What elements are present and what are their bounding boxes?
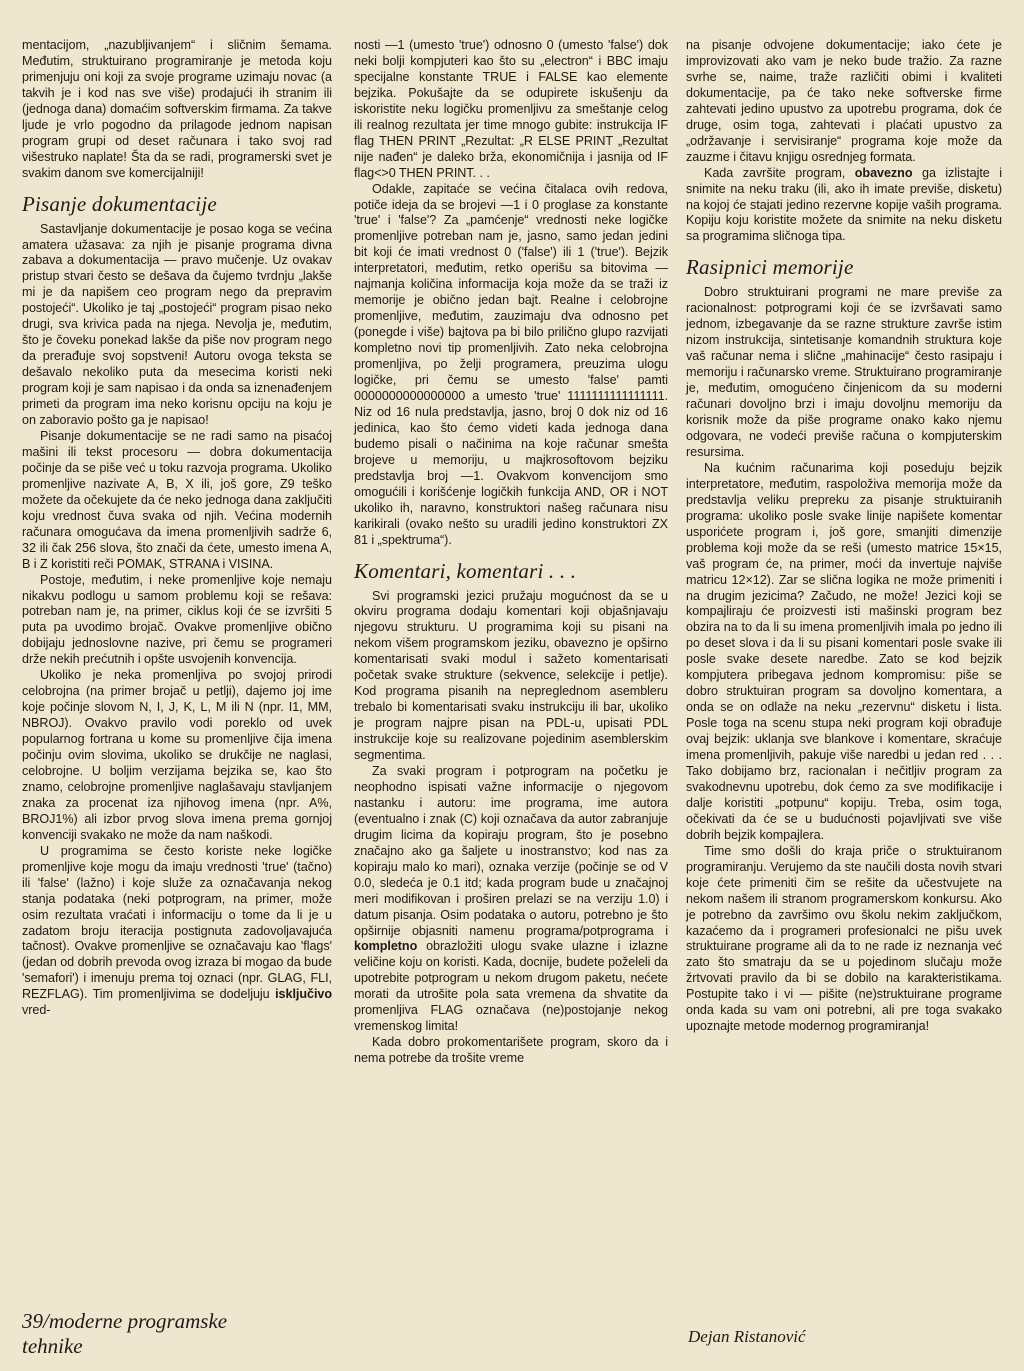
text-run: Za svaki program i potprogram na početku je neophodno ispisati važne informacije o njegovom nastanku i autoru: ime programa, ime autora (eventualno i znak (C) koji označava da autor zabranjuje drugim licima da kopiraju program, što je posebno značajno ako ga šaljete u inostranstvo; kod nas za kopiraju malo ko mari), oznaka verzije (počinje se od V 0.0, sledeća je 0.1 itd; kada program bude u značajnoj meri modifikovan i proširen prelazi se na verziju 1.0) i datum pisanja. Osim podataka o autoru, potrebno je što opširnije objasniti namenu programa/potprograma i bbox=[354, 763, 668, 938]
text-run: Kada završite program, bbox=[704, 165, 846, 180]
column-1 bbox=[22, 38, 332, 1019]
bold-text: kompletno bbox=[354, 939, 418, 954]
paragraph bbox=[354, 764, 668, 1035]
text-run: obrazložiti ulogu svake ulazne i izlazne veličine koju on koristi. Kada, docnije, budete poželeli da upotrebite potprogram u nekom drugom paketu, nećete morati da utrošite pola sata vremena da shvatite da promenljiva FLAG označava (ne)postojanje nekog vremenskog limita! bbox=[354, 939, 669, 1034]
text-run: U programima se često koriste neke logičke promenljive koje mogu da imaju vrednosti 'true' (tačno) ili 'false' (lažno) i koje služe za označavanja nekog stanja podataka (neki potprogram, na primer, može osim rezultata vraćati i informaciju o tome da li je u zadatom broju iteracija postignuta zadovoljavajuća tačnost). Ovakve promenljive se označavaju kao 'flags' (jedan od dobrih prevoda ovog izraza bi mogao da bude 'semafori') i imenuju prema toj oznaci (npr. GLAG, FLI, REZFLAG). Tim promenljivima se dodeljuju bbox=[22, 843, 332, 1002]
paragraph: Na kućnim računarima koji poseduju bejzik interpretatore, međutim, raspoloživa memorija može da predstavlja veliku prepreku za pisanje struktuiranih programa: ukoliko posle svake linije napišete komentar usporićete program i, još gore, smanjiti dimenzije problema koji može da se reši (umesto matrice 15×15, vaš program će, na primer, moći da invertuje najviše matricu 12×12). Zar se slična logika ne može primeniti i na drugim jezicima? Začudo, ne može! Jezici koji se kompajliraju će proizvesti isti mašinski program bez obzira na to da li su imena promenljivih imala po jedno ili po deset slova i da li su pisani komentari posle svake ili posle svake desete naredbe. Zato se kod bejzik kompjutera pribegava jednom kompromisu: piše se dobro struktuiran program sa dovoljno komentara, a onda se on odlaže na neku „rezervnu“ disketu i lista. Posle toga na scenu stupa neki program koji obrađuje ovaj bejzik: uklanja sve blankove i komentare, skraćuje imena promenljivih, pakuje više naredbi u jedan red . . . Tako dobijamo brz, racionalan i nečitljiv program za svakodnevnu upotrebu, dok ćemo za sve modifikacije i dalje koristiti „potpunu“ kopiju. Treba, osim toga, očekivati da će se u budućnosti pojavljivati sve više dobrih bejzik kompajlera. bbox=[686, 460, 1002, 842]
column-3 bbox=[686, 38, 1002, 1035]
text-run: vred- bbox=[22, 1003, 51, 1018]
paragraph: nosti —1 (umesto 'true') odnosno 0 (umesto 'false') dok neki bolji kompjuteri kao što su „electron“ i BBC imaju specijalne konstante TRUE i FALSE kao elemente bejzika. Pokušajte da se odupirete iskušenju da iskoristite neku logičku promenljivu za smeštanje celog ili realnog rezultata jer time mnogo gubite: instrukcija IF flag THEN PRINT „Rezultat: „R ELSE PRINT „Rezultat nije nađen“ je daleko brža, ekonomičnija i jasnija od IF flag<>0 THEN PRINT. . . bbox=[354, 38, 668, 180]
paragraph: mentacijom, „nazubljivanjem“ i sličnim šemama. Međutim, struktuirano programiranje je metoda koju primenjuju oni koji za svoje programe uzimaju novac (a takvih je i kod nas sve više) prodajući ih stranim ili (jednoga dana) domaćim softverskim firmama. Za takve ljude je vrlo pogodno da prilagode jednom napisan program grupi od deset računara i tako svoj rad višestruko naplate! Šta da se radi, programerski svet je svakim danom sve komercijalniji! bbox=[22, 38, 332, 180]
bold-text: obavezno bbox=[854, 165, 913, 180]
paragraph: na pisanje odvojene dokumentacije; iako ćete je improvizovati ako vam je neko bude tražio. Za razne svrhe se, naime, traže različiti obimi i kvaliteti dokumentacije, pa će tako neke softverske firme zahtevati jedino upustvo za upotrebu programa, dok će druge, osim toga, zahtevati i plaćati upustvo za „održavanje i servisiranje“ programa koje može da zauzme i čitavu knjigu osrednjeg formata. bbox=[686, 38, 1002, 164]
footer-page-number-line: 39/moderne programske bbox=[22, 1309, 228, 1333]
paragraph: Pisanje dokumentacije se ne radi samo na pisaćoj mašini ili tekst procesoru — dobra dokumentacija počinje da se piše već u toku razvoja programa. Ukoliko promenljive nazivate A, B, X ili, još gore, Z9 teško možete da očekujete da će neko jednoga dana zaključiti koju vrednost čuva svaka od njih. Većina modernih računara omogućava da imena promenljivih sadrže 6, 32 ili čak 256 slova, što znači da ćete, umesto imena A, B i Z koristiti reči POMAK, STRANA i VISINA. bbox=[22, 428, 332, 571]
paragraph: Postoje, međutim, i neke promenljive koje nemaju nikakvu podlogu u samom problemu koji se rešava: potreban nam je, na primer, ciklus koji će se izvršiti 5 puta pa uvodimo brojač. Ovakve promenljive obično dobijaju jednoslovne nazive, pri čemu se programeri drže nekih prećutnih i opšte usvojenih konvencija. bbox=[22, 572, 332, 667]
paragraph: Dobro struktuirani programi ne mare previše za racionalnost: potprogrami koji će se izvršavati samo jednom, izbegavanje da se razne strukture završe istim nizom instrukcija, sintetisanje komandnih struktura koje vaš računar nema i slične „mahinacije“ često rasipaju i memoriju i računarsko vreme. Struktuirano programiranje je, međutim, omogućeno činjenicom da su moderni računari dovoljno brzi i imaju dovoljnu memoriju da korisnik može da piše programe onako kako njemu odgovara, ne vodeći previše računa o kompjuterskim resursima. bbox=[686, 285, 1002, 459]
paragraph: Sastavljanje dokumentacije je posao koga se većina amatera užasava: za njih je pisanje programa divna zabava a dokumentacija — pravo mučenje. Uz ovakav pristup stvari često se dešava da čujemo tvrdnju „lakše mi je da napišem ceo program nego da prepravim postojeći“. Ukoliko je taj „postojeći“ program pisao neko drugi, sva krivica pada na njega. Nevolja je, međutim, što je čoveku ponekad lakše da piše nov program nego da prerađuje svoj sopstveni! Autoru ovoga teksta se dešavalo nekoliko puta da mesecima koristi neki program koji je sam napisao i da onda sa iznenađenjem primeti da program ima neko korisnu opciju na koju je on zaboravio pošto ga je napisao! bbox=[22, 221, 332, 428]
paragraph: Ukoliko je neka promenljiva po svojoj prirodi celobrojna (na primer brojač u petlji), dajemo joj ime koje počinje slovom N, I, J, K, L, M ili N (npr. I1, MM, NBROJ). Ovakvo pravilo vodi poreklo od uvek popularnog fortrana u kome su promenljive čija imena počinju ovim slovima, ukoliko se drukčije ne naglasi, celobrojne. U boljim verzijama bejzika se, kao što znamo, celobrojne promenljive naglašavaju stavljanjem znaka za procenat iza njihovog imena (npr. A%, BROJ1%) ali izbor prvog slova imena prema gornjoj konvenciji svakako ne može da nam naškodi. bbox=[22, 668, 332, 842]
text-run: ga izlistajte i snimite na neku traku (ili, ako ih imate previše, disketu) na kojoj će stajati jedino rezervne kopije vaših programa. Kopiju koju koristite možete da snimite na neku disketu sa programima sličnoga tipa. bbox=[686, 165, 1002, 244]
footer-section-line: tehnike bbox=[22, 1334, 83, 1358]
paragraph: Odakle, zapitaće se većina čitalaca ovih redova, potiče ideja da se brojevi —1 i 0 proglase za konstante 'true' i 'false'? Za „pamćenje“ vrednosti neke logičke promenljive potreban nam je, jasno, samo jedan jedini bit koji će imati vrednost 0 ('false') ili 1 ('true'). Bejzik interpretatori, međutim, retko operišu sa bitovima — najmanja količina informacija koja može da se traži iz memorije je obično jedan bajt. Realne i celobrojne promenljive, međutim, zauzimaju dva odnosno pet (ponegde i više) bajtova pa bi bilo prilično glupo razvijati kompletno novi tip promenljivih. Zato neka celobrojna promenljiva, po želji programera, preuzima ulogu logičke, pri čemu se umesto 'false' pamti 0000000000000000 a umesto 'true' 1111111111111111. Niz od 16 nula predstavlja, jasno, broj 0 dok niz od 16 jedinica, kao što ćemo videti kada jednoga dana budemo pisali o načinima na koje računar smešta brojeve u memoriju, u majkrosoftovom bejziku predstavlja broj —1. Ovakvom konvencijom smo omogućili i korišćenje logičkih funkcija AND, OR i NOT ukoliko ih, naravno, konstruktori našeg računara nisu karikirali (ovako nešto su uradili jedino konstruktori ZX 81 i „spektruma“). bbox=[354, 181, 668, 547]
section-heading-rasipnici-memorije: Rasipnici memorije bbox=[686, 255, 854, 280]
section-heading-pisanje-dokumentacije: Pisanje dokumentacije bbox=[22, 191, 217, 216]
column-2 bbox=[354, 38, 668, 1067]
section-heading-komentari: Komentari, komentari . . . bbox=[354, 558, 577, 583]
paragraph: Kada dobro prokomentarišete program, skoro da i nema potrebe da trošite vreme bbox=[354, 1035, 668, 1066]
author-signature: Dejan Ristanović bbox=[688, 1327, 806, 1346]
paragraph: Time smo došli do kraja priče o struktuiranom programiranju. Verujemo da ste naučili dosta novih stvari koje ćete primeniti čim se rešite da učestvujete na nekom našem ili stranom programerskom konkursu. Ako je potrebno da završimo ovu školu nekim zaključkom, kazaćemo da i programeri profesionalci ne pišu uvek struktuirane programe ali da to ne rade iz neznanja već zato što smatraju da se u pojedinom slučaju može žrtvovati pravilo da bi se dobilo na karakteristikama. Postupite tako i vi — pišite (ne)struktuirane programe onda kada su vam oni potrebni, ali pre toga svakako upoznajte metode modernog programiranja! bbox=[686, 843, 1002, 1034]
paragraph: Svi programski jezici pružaju mogućnost da se u okviru programa dodaju komentari koji objašnjavaju njegovu strukturu. U programima koji su pisani na nekom višem programskom jeziku, obavezno je opširno komentarisati svaki modul i sažeto komentarisati početak svake strukture (sekvence, selekcije i petlje). Kod programa pisanih na nepreglednom asembleru trebalo bi komentarisati svaku instrukciju ili bar, ukoliko je program najpre pisan na PDL-u, upisati PDL instrukcije koje su realizovane pojedinim asemblerskim segmentima. bbox=[354, 588, 668, 763]
paragraph bbox=[22, 844, 332, 1019]
bold-text: isključivo bbox=[275, 987, 332, 1002]
paragraph bbox=[686, 166, 1002, 246]
page-footer bbox=[22, 1309, 342, 1359]
